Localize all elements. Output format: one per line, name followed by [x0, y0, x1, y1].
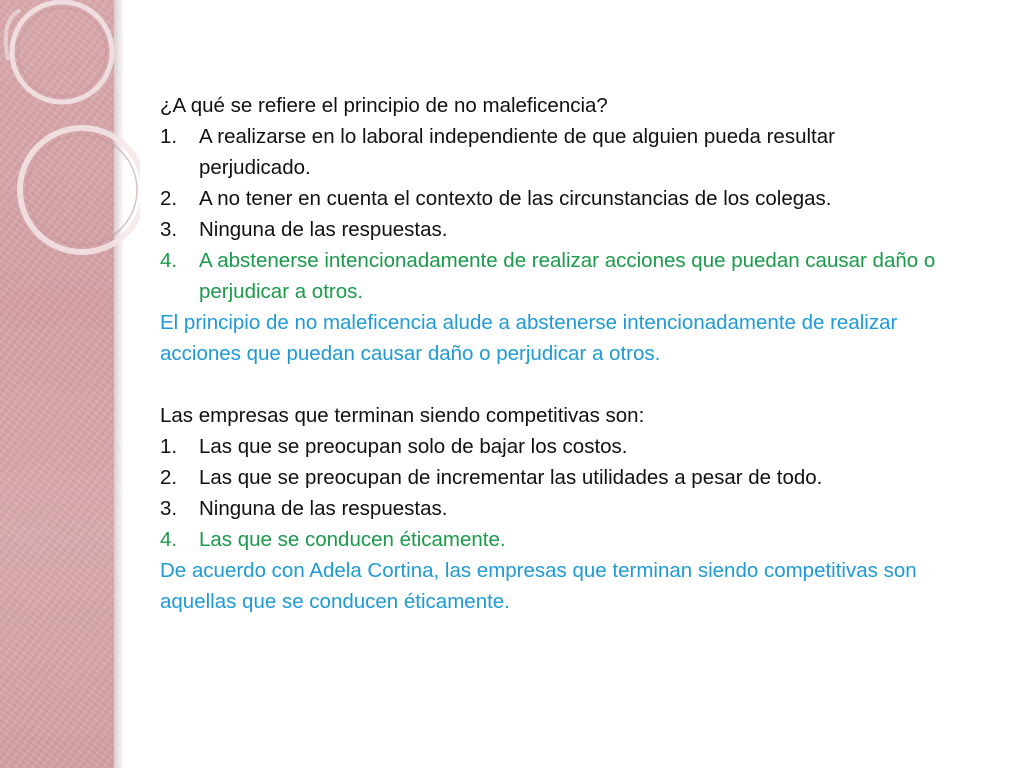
option-text: Las que se preocupan solo de bajar los costos. — [199, 435, 628, 458]
option-number: 3. — [160, 497, 178, 520]
option-number: 2. — [160, 187, 178, 210]
question-1-prompt: ¿A qué se refiere el principio de no maleficencia? — [160, 94, 608, 117]
option-number: 1. — [160, 125, 178, 148]
slide-content — [160, 90, 950, 617]
option-text: Ninguna de las respuestas. — [199, 497, 448, 520]
option-number: 1. — [160, 435, 178, 458]
question-2-option-2 — [160, 462, 950, 493]
option-number: 2. — [160, 466, 178, 489]
decorative-rings — [0, 0, 140, 300]
option-text: A realizarse en lo laboral independiente de que alguien pueda resultar perjudicado. — [199, 125, 835, 179]
option-text: Ninguna de las respuestas. — [199, 218, 448, 241]
option-text: Las que se conducen éticamente. — [199, 528, 506, 551]
question-1-option-1 — [160, 121, 950, 183]
question-2-option-3 — [160, 493, 950, 524]
question-1-option-3 — [160, 214, 950, 245]
question-2-explanation: De acuerdo con Adela Cortina, las empresas que terminan siendo competitivas son aquellas que se conducen éticamente. — [160, 559, 917, 613]
option-text: Las que se preocupan de incrementar las utilidades a pesar de todo. — [199, 466, 823, 489]
option-number: 4. — [160, 249, 178, 272]
question-1-option-4-correct — [160, 245, 950, 307]
option-text: A no tener en cuenta el contexto de las circunstancias de los colegas. — [199, 187, 832, 210]
question-2-prompt: Las empresas que terminan siendo competitivas son: — [160, 404, 645, 427]
option-number: 3. — [160, 218, 178, 241]
question-2-option-4-correct — [160, 524, 950, 555]
question-1-explanation: El principio de no maleficencia alude a abstenerse intencionadamente de realizar acciones que puedan causar daño o perjudicar a otros. — [160, 311, 898, 365]
option-text: A abstenerse intencionadamente de realizar acciones que puedan causar daño o perjudicar a otros. — [199, 249, 936, 303]
spacer — [160, 369, 950, 400]
option-number: 4. — [160, 528, 178, 551]
question-1-option-2 — [160, 183, 950, 214]
question-2-option-1 — [160, 431, 950, 462]
